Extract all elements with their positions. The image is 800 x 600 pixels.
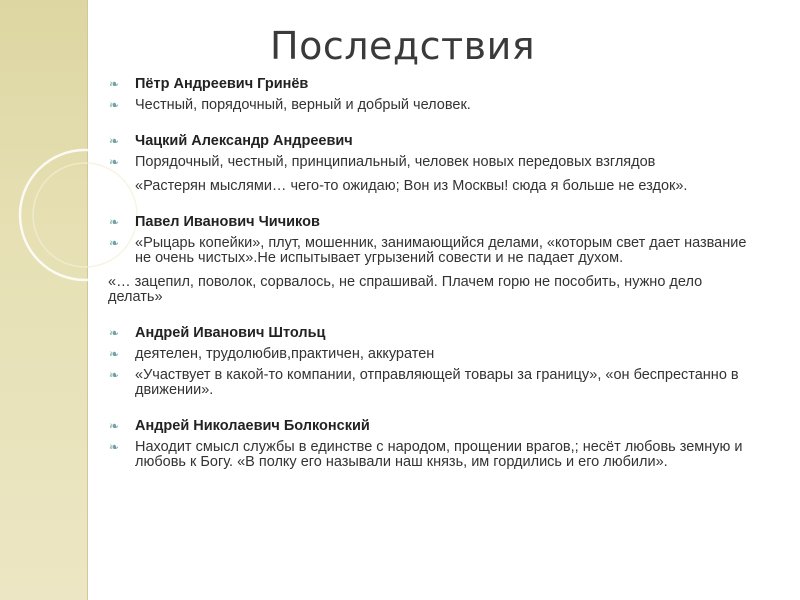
list-item: ❧ Честный, порядочный, верный и добрый человек. [109,97,471,113]
bullet-icon: ❧ [109,419,120,433]
list-item: ❧ Пётр Андреевич Гринёв [109,76,309,92]
quote-line: «… зацепил, поволок, сорвалось, не спрашивай. Плачем горю не пособить, нужно дело делать» [108,274,703,305]
list-item: ❧ Андрей Иванович Штольц [109,325,326,341]
list-item: ❧ Павел Иванович Чичиков [109,214,320,230]
bullet-icon: ❧ [109,236,120,250]
list-item: ❧ «Участвует в какой-то компании, отправляющей товары за границу», «он беспрестанно в движении». [109,367,739,398]
bullet-icon: ❧ [109,98,120,112]
list-item: ❧ «Рыцарь копейки», плут, мошенник, занимающийся делами, «которым свет дает название не очень чистых».Не испытывает угрызений совести и не падает духом. [109,235,747,266]
bullet-icon: ❧ [109,134,120,148]
bullet-icon: ❧ [109,326,120,340]
bullet-icon: ❧ [109,155,120,169]
list-item: ❧ Чацкий Александр Андреевич [109,133,353,149]
bullet-icon: ❧ [109,347,120,361]
list-item: ❧ Андрей Николаевич Болконский [109,418,370,434]
list-item: ❧ Находит смысл службы в единстве с народом, прощении врагов,; несёт любовь земную и любовь к Богу. «В полку его называли наш князь, им гордились и его любили». [109,439,743,470]
slide-content [108,77,758,470]
slide-title: Последствия [270,24,536,68]
bullet-icon: ❧ [109,215,120,229]
bullet-icon: ❧ [109,440,120,454]
list-item-continuation: «Растерян мыслями… чего-то ожидаю; Вон из Москвы! сюда я больше не ездок». [135,178,688,194]
list-item: ❧ деятелен, трудолюбив,практичен, аккуратен [109,346,435,362]
list-item: ❧ Порядочный, честный, принципиальный, человек новых передовых взглядов [109,154,656,170]
bullet-icon: ❧ [109,368,120,382]
bullet-icon: ❧ [109,77,120,91]
